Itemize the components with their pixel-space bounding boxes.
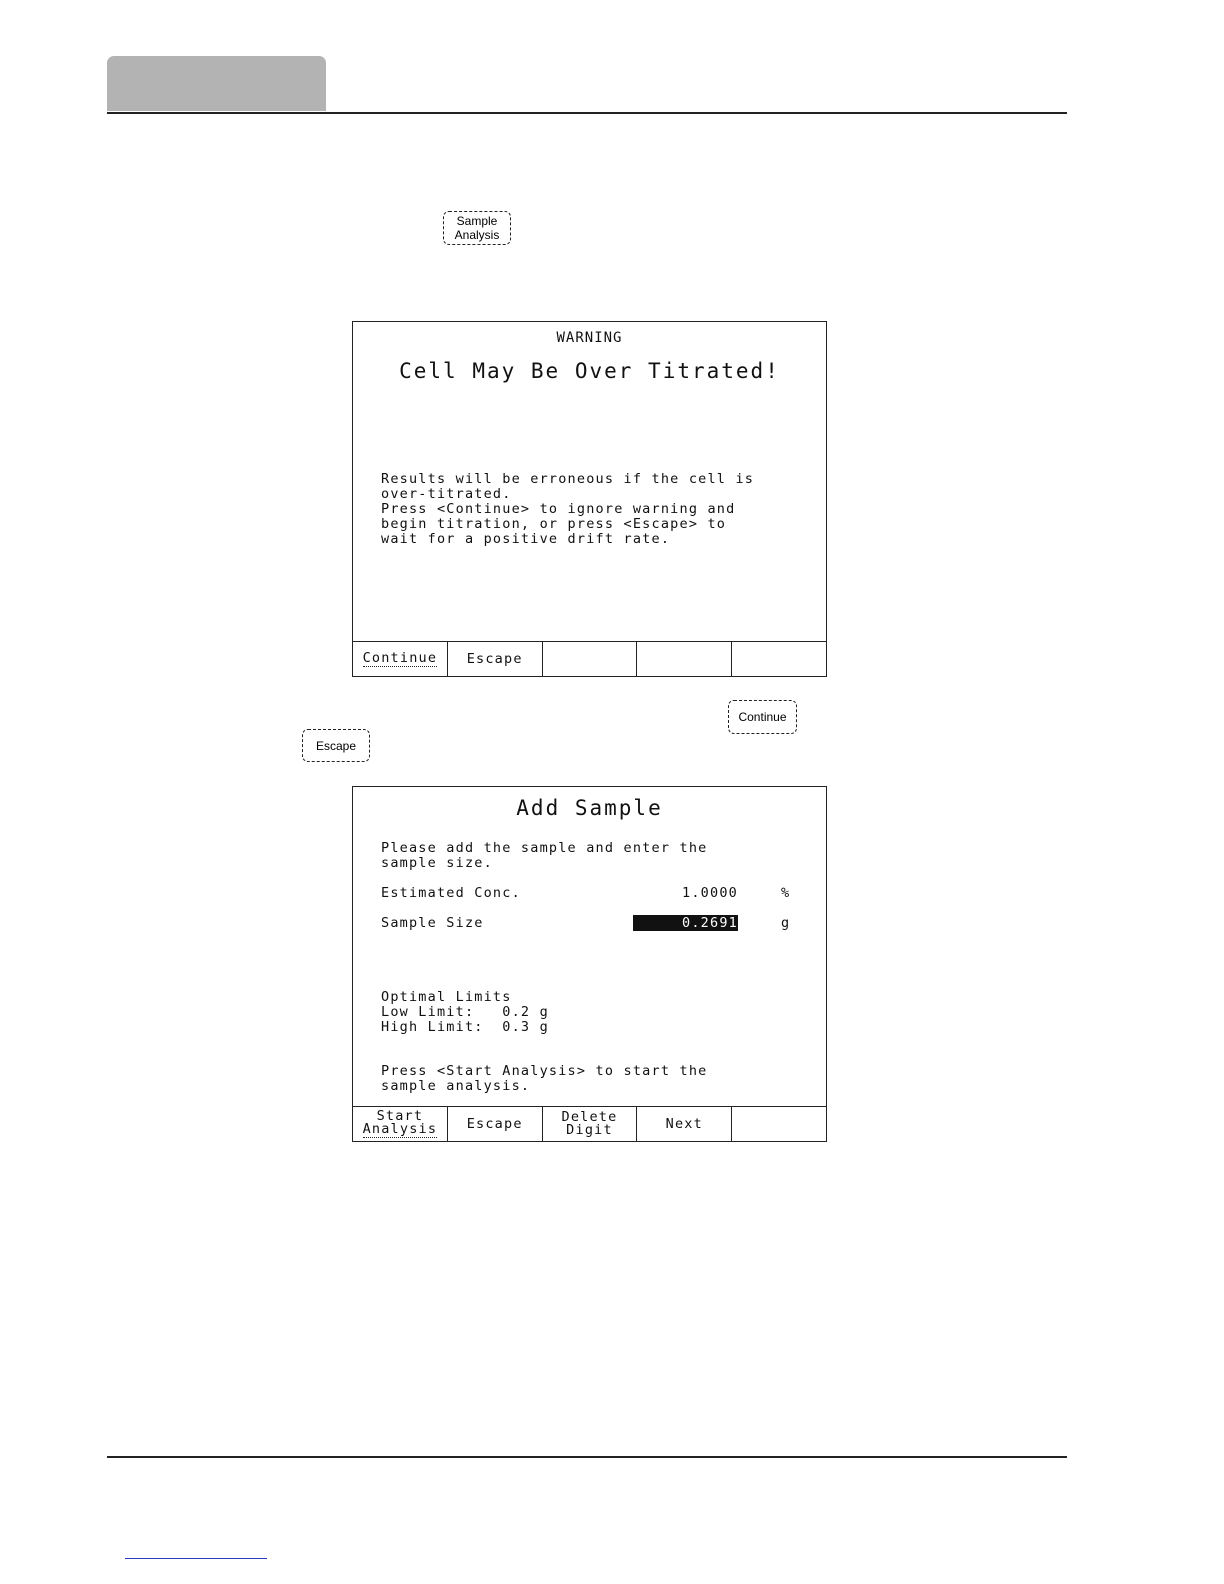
estimated-conc-row <box>381 885 806 901</box>
sample-size-label: Sample Size <box>381 915 484 931</box>
sample-analysis-key-line2: Analysis <box>454 228 500 242</box>
add-sample-title: Add Sample <box>516 796 663 820</box>
footer-rule <box>107 1456 1067 1458</box>
softkey-next[interactable] <box>637 1107 732 1141</box>
add-sample-instruction: Please add the sample and enter the sample size. <box>381 840 708 871</box>
estimated-conc-label: Estimated Conc. <box>381 885 521 901</box>
softkey-next-label: Next <box>665 1115 703 1132</box>
header-rule <box>107 112 1067 114</box>
continue-key-label: Continue <box>738 710 787 724</box>
softkey-start-analysis-line1: Start <box>376 1108 424 1124</box>
estimated-conc-unit: % <box>781 885 791 901</box>
add-sample-screen <box>352 786 827 1142</box>
add-sample-softkeys <box>353 1106 826 1141</box>
sample-analysis-key-line1: Sample <box>456 214 498 228</box>
header-tab <box>107 56 326 111</box>
sample-analysis-key[interactable] <box>443 211 511 245</box>
softkey-blank-4[interactable] <box>637 642 732 676</box>
softkey-continue[interactable] <box>353 642 448 676</box>
warning-headline: Cell May Be Over Titrated! <box>399 359 780 383</box>
sample-size-unit: g <box>781 915 791 931</box>
softkey-delete-digit-line2: Digit <box>566 1122 613 1138</box>
softkey-escape-2[interactable] <box>448 1107 543 1141</box>
estimated-conc-value[interactable]: 1.0000 <box>682 885 738 901</box>
softkey-continue-label: Continue <box>362 649 438 666</box>
softkey-escape[interactable] <box>448 642 543 676</box>
escape-key[interactable] <box>302 729 370 762</box>
softkey-blank-add-5[interactable] <box>732 1107 826 1141</box>
softkey-delete-digit[interactable] <box>543 1107 638 1141</box>
softkey-start-analysis-line2: Analysis <box>362 1121 438 1137</box>
footer-link-underline[interactable] <box>125 1558 267 1559</box>
softkey-start-analysis[interactable] <box>353 1107 448 1141</box>
sample-size-row <box>381 915 806 931</box>
warning-message: Results will be erroneous if the cell is over-titrated. Press <Continue> to ignore warning and begin titration, or press <Escape> to wait for a positive drift rate. <box>381 471 755 547</box>
escape-key-label: Escape <box>315 738 357 753</box>
optimal-limits: Optimal Limits Low Limit: 0.2 g High Limit: 0.3 g <box>381 989 549 1035</box>
warning-softkeys <box>353 641 826 676</box>
start-instruction: Press <Start Analysis> to start the sample analysis. <box>381 1063 708 1094</box>
softkey-escape-label: Escape <box>466 650 523 667</box>
softkey-blank-5[interactable] <box>732 642 826 676</box>
softkey-delete-digit-line1: Delete <box>561 1109 618 1125</box>
warning-title: WARNING <box>556 330 623 346</box>
warning-screen <box>352 321 827 677</box>
continue-key[interactable] <box>728 700 797 734</box>
softkey-blank-3[interactable] <box>543 642 638 676</box>
sample-size-field[interactable]: 0.2691 <box>633 915 738 931</box>
softkey-escape-2-label: Escape <box>466 1115 523 1132</box>
